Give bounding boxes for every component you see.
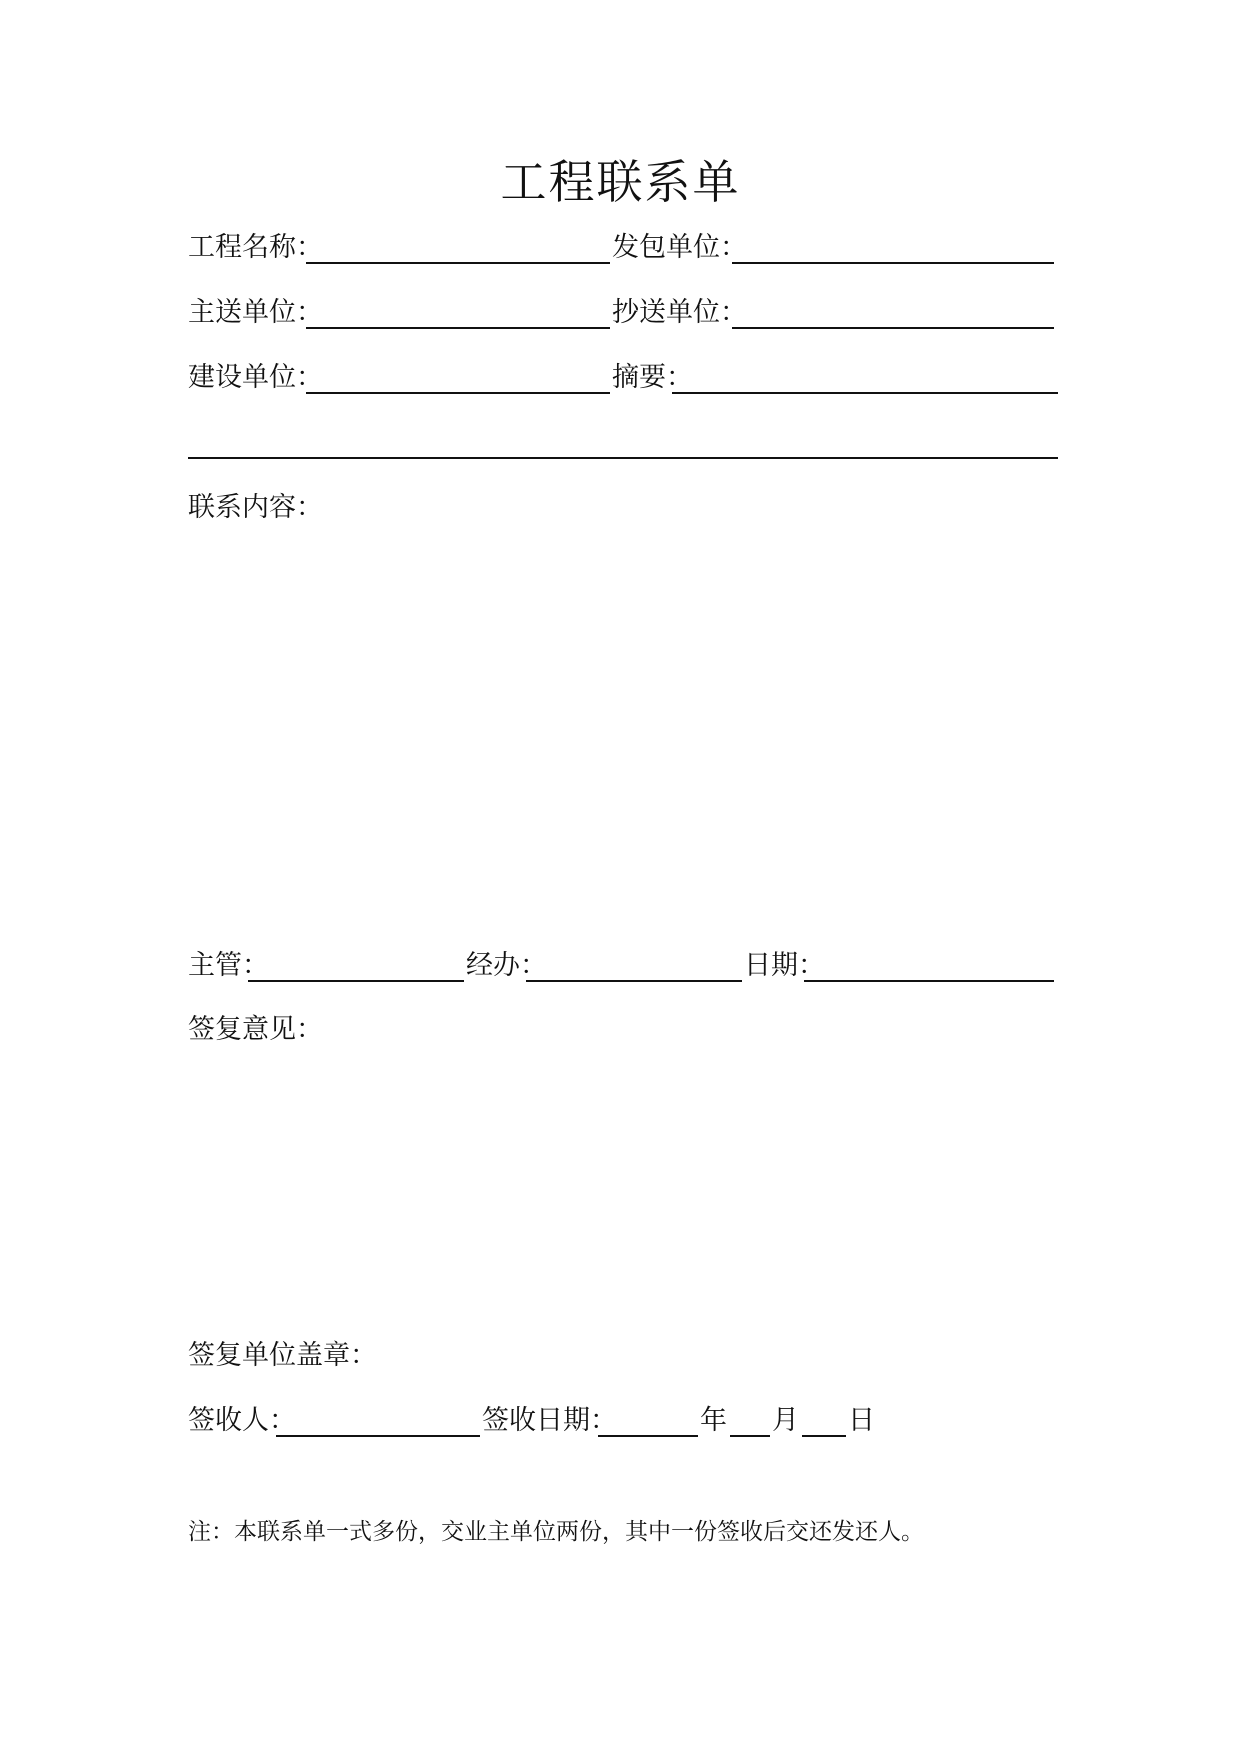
signee-field[interactable]	[276, 1435, 480, 1437]
footer-note: 注：本联系单一式多份，交业主单位两份，其中一份签收后交还发还人。	[188, 1519, 924, 1545]
handler-label: 经办：	[466, 950, 547, 981]
summary-label: 摘要：	[612, 362, 693, 393]
year-label: 年	[700, 1405, 727, 1436]
form-title: 工程联系单	[500, 155, 741, 209]
supervisor-field[interactable]	[248, 980, 464, 982]
handler-field[interactable]	[526, 980, 742, 982]
reply-seal-label: 签复单位盖章：	[188, 1340, 377, 1371]
day-label: 日	[848, 1405, 875, 1436]
cc-unit-label: 抄送单位：	[612, 297, 747, 328]
construction-unit-label: 建设单位：	[188, 362, 323, 393]
contracting-unit-field[interactable]	[732, 262, 1054, 264]
sign-year-field[interactable]	[598, 1435, 698, 1437]
sign-month-field[interactable]	[730, 1435, 770, 1437]
main-recipient-label: 主送单位：	[188, 297, 323, 328]
sign-date-label: 签收日期：	[482, 1405, 617, 1436]
construction-unit-field[interactable]	[306, 392, 610, 394]
cc-unit-field[interactable]	[732, 327, 1054, 329]
reply-opinion-label: 签复意见：	[188, 1014, 323, 1045]
project-name-field[interactable]	[306, 262, 610, 264]
contracting-unit-label: 发包单位：	[612, 232, 747, 263]
date-label: 日期：	[744, 950, 825, 981]
summary-field[interactable]	[672, 392, 1058, 394]
supervisor-label: 主管：	[188, 950, 269, 981]
summary-continuation-field[interactable]	[188, 457, 1058, 459]
main-recipient-field[interactable]	[306, 327, 610, 329]
date-field[interactable]	[804, 980, 1054, 982]
sign-day-field[interactable]	[802, 1435, 846, 1437]
project-name-label: 工程名称：	[188, 232, 323, 263]
month-label: 月	[772, 1405, 799, 1436]
signee-label: 签收人：	[188, 1405, 296, 1436]
contact-content-label: 联系内容：	[188, 492, 323, 523]
